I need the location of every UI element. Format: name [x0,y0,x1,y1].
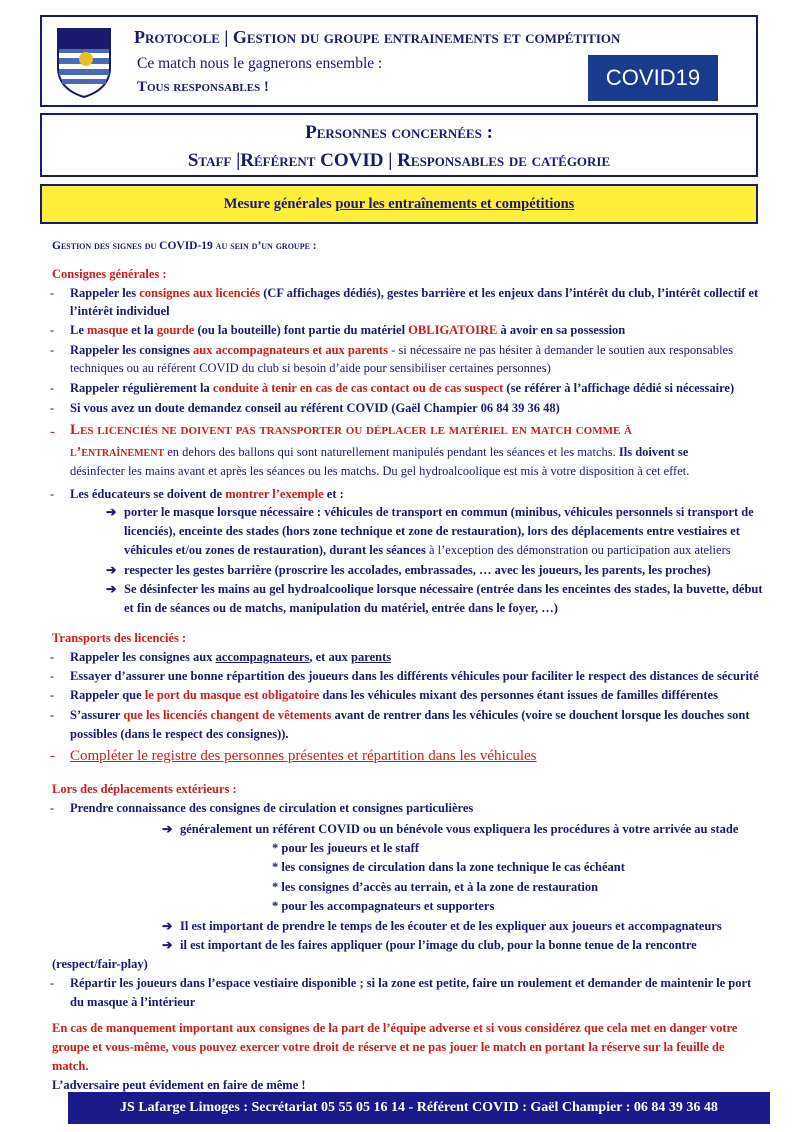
closing-line-2: groupe et vous-même, vous pouvez exercer votre droit de réserve et ne pas jouer le match en portant la réserve sur la feuille de [52,1040,725,1054]
protocol-title: Protocole | Gestion du groupe entrainements et compétition [134,27,621,47]
s3-detail-3: * les consignes d’accès au terrain, et à la zone de restauration [272,880,599,894]
bullet-dash: - [50,748,55,764]
arrow-icon: ➔ [162,919,173,933]
arrow-icon: ➔ [162,822,173,836]
s2-bullet-3: Rappeler que le port du masque est obligatoire dans les véhicules mixant des personnes étant issues de familles différentes [70,688,718,702]
s1-bullet-4: Rappeler régulièrement la conduite à tenir en cas de cas contact ou de cas suspect (se référer à l’affichage dédié si nécessaire) [70,381,735,395]
header-box [40,15,758,107]
section-title: Gestion des signes du COVID-19 au sein d’un groupe : [52,240,317,252]
general-instructions-title: Consignes générales : [52,267,167,281]
s3-bullet-1: Prendre connaissance des consignes de circulation et consignes particulières [70,801,474,815]
s1-bullet-3-cont: techniques ou au référent COVID du club si besoin d’aide pour sensibiliser certaines personnes) [70,361,551,375]
s3-detail-2: * les consignes de circulation dans la zone technique le cas échéant [272,860,625,874]
header-subtitle-2: Tous responsables ! [137,79,269,95]
s1-arrow-3-cont: et fin de séances ou de matchs, manipulation du matériel, entrée dans le foyer, …) [124,601,558,615]
arrow-icon: ➔ [106,505,117,519]
s1-bullet-1-cont: l’intérêt individuel [70,304,170,318]
bullet-dash: - [50,708,55,722]
s1-bullet-2: Le masque et la gourde (ou la bouteille) font partie du matériel OBLIGATOIRE à avoir en sa possession [70,323,626,337]
bullet-dash: - [50,323,55,337]
s2-bullet-4-cont: possibles (dans le respect des consignes)). [70,727,289,741]
s1-bullet-5: Si vous avez un doute demandez conseil au référent COVID (Gaël Champier 06 84 39 36 48) [70,401,560,415]
banner-text-underlined: pour les entraînements et compétitions [335,196,575,212]
s1-bullet-7: Les éducateurs se doivent de montrer l’exemple et : [70,487,344,501]
s1-bullet-6-cont-2: désinfecter les mains avant et après les séances ou les matchs. Du gel hydroalcoolique est mis à votre disposition à cet effet. [70,464,690,478]
banner-text: Mesure générales [223,196,336,212]
s1-bullet-6-cont: l’entraînement en dehors des ballons qui sont naturellement manipulés pendant les séances et les matchs. Ils doivent se [70,445,689,460]
footer-contact: JS Lafarge Limoges : Secrétariat 05 55 05 16 14 - Référent COVID : Gaël Champier : 06 84 39 36 48 [68,1092,770,1124]
covid-badge: COVID19 [588,55,718,101]
closing-line-1: En cas de manquement important aux consignes de la part de l’équipe adverse et si vous considérez que cela met en danger votre [52,1021,738,1035]
s3-bullet-2: Répartir les joueurs dans l’espace vestiaire disponible ; si la zone est petite, faire un roulement et demander de maintenir le port [70,976,752,990]
s1-arrow-1-cont: licenciés), enceinte des stades (hors zone technique et zone de restauration), lors des déplacements entre vestiaires et [124,524,740,538]
bullet-dash: - [50,801,55,815]
bullet-dash: - [50,401,55,415]
bullet-dash: - [50,487,55,501]
s3-arrow-3: il est important de les faires appliquer (pour l’image du club, pour la bonne tenue de la rencontre [180,938,697,952]
s3-arrow-3-cont: (respect/fair-play) [52,957,148,971]
exterior-title: Lors des déplacements extérieurs : [52,782,237,796]
bullet-dash: - [50,381,55,395]
s2-bullet-1: Rappeler les consignes aux accompagnateurs, et aux parents [70,650,392,664]
s2-bullet-5: Compléter le registre des personnes présentes et répartition dans les véhicules [70,748,537,764]
s1-arrow-1-cont-2: véhicules et/ou zones de restauration), durant les séances à l’exception des démonstration ou participation aux ateliers [124,543,731,557]
s1-arrow-1: porter le masque lorsque nécessaire : véhicules de transport en commun (minibus, véhicules personnels si transport de [124,505,754,519]
s1-bullet-6: Les licenciés ne doivent pas transporter ou déplacer le matériel en match comme à [70,422,632,438]
bullet-dash: - [50,286,55,300]
s3-arrow-1: généralement un référent COVID ou un bénévole vous expliquera les procédures à votre arrivée au stade [180,822,739,836]
s3-detail-4: * pour les accompagnateurs et supporters [272,899,495,913]
arrow-icon: ➔ [106,563,117,577]
bullet-dash: - [50,688,55,702]
people-heading: Personnes concernées : [305,122,493,143]
bullet-dash: - [50,343,55,357]
s1-arrow-3: Se désinfecter les mains au gel hydroalcoolique lorsque nécessaire (entrée dans les enceintes des stades, la buvette, début [124,582,763,596]
transport-title: Transports des licenciés : [52,631,187,645]
header-subtitle: Ce match nous le gagnerons ensemble : [137,55,383,72]
people-concerned-box [40,113,758,177]
closing-line-4: L’adversaire peut évidement en faire de même ! [52,1078,306,1092]
s1-bullet-1: Rappeler les consignes aux licenciés (CF affichages dédiés), gestes barrière et les enjeux dans l’intérêt du club, l’intérêt collectif et [70,286,759,300]
arrow-icon: ➔ [106,582,117,596]
bullet-dash: - [50,424,55,440]
s2-bullet-4: S’assurer que les licenciés changent de vêtements avant de rentrer dans les véhicules (voire se douchent lorsque les douches sont [70,708,750,722]
s3-arrow-2: Il est important de prendre le temps de les écouter et de les expliquer aux joueurs et accompagnateurs [180,919,722,933]
s3-detail-1: * pour les joueurs et le staff [272,841,419,855]
s2-bullet-2: Essayer d’assurer une bonne répartition des joueurs dans les différents véhicules pour faciliter le respect des distances de sécurité [70,669,759,683]
s1-arrow-2: respecter les gestes barrière (proscrire les accolades, embrassades, … avec les joueurs, les parents, les proches) [124,563,711,577]
measures-banner [40,184,758,224]
people-roles: Staff |Référent COVID | Responsables de catégorie [187,150,611,171]
club-logo [56,27,112,99]
s1-bullet-3: Rappeler les consignes aux accompagnateurs et aux parents - si nécessaire ne pas hésiter à demander le soutien aux responsables [70,343,733,357]
arrow-icon: ➔ [162,938,173,952]
s3-bullet-2-cont: du masque à l’intérieur [70,995,196,1009]
bullet-dash: - [50,669,55,683]
bullet-dash: - [50,976,55,990]
closing-line-3: match. [52,1059,89,1073]
bullet-dash: - [50,650,55,664]
